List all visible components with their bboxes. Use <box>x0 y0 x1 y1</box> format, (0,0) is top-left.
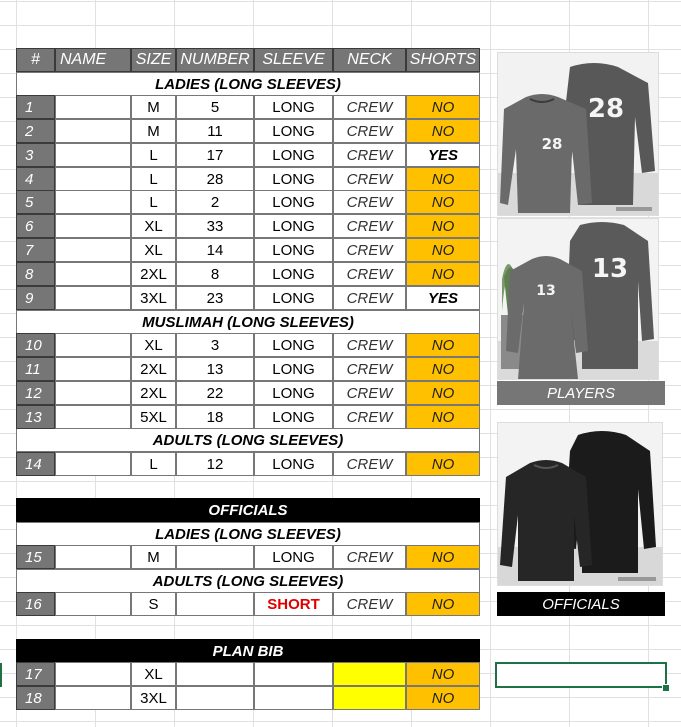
row-number-cell[interactable]: 14 <box>16 452 55 476</box>
neck-cell[interactable]: CREW <box>333 167 406 191</box>
col-header-sleeve[interactable]: SLEEVE <box>254 48 333 72</box>
name-cell[interactable] <box>55 214 131 238</box>
name-cell[interactable] <box>55 357 131 381</box>
number-cell[interactable]: 2 <box>176 190 254 214</box>
col-header-number[interactable]: # <box>16 48 55 72</box>
section-officials-banner[interactable]: OFFICIALS <box>16 498 480 522</box>
neck-cell[interactable]: CREW <box>333 333 406 357</box>
name-cell[interactable] <box>55 592 131 616</box>
shorts-cell[interactable]: NO <box>406 333 480 357</box>
sleeve-cell[interactable]: LONG <box>254 190 333 214</box>
size-cell[interactable]: L <box>131 167 176 191</box>
size-cell[interactable]: XL <box>131 214 176 238</box>
fill-handle[interactable] <box>662 684 670 692</box>
shorts-cell[interactable]: NO <box>406 357 480 381</box>
size-cell[interactable]: XL <box>131 333 176 357</box>
section-plan-bib[interactable]: PLAN BIB <box>16 639 480 663</box>
number-cell[interactable] <box>176 686 254 710</box>
shorts-cell[interactable]: NO <box>406 262 480 286</box>
sleeve-cell[interactable]: LONG <box>254 357 333 381</box>
neck-cell[interactable]: CREW <box>333 381 406 405</box>
shorts-cell[interactable]: NO <box>406 452 480 476</box>
row-number-cell[interactable]: 9 <box>16 286 55 310</box>
row-number-cell[interactable]: 12 <box>16 381 55 405</box>
row-number-cell[interactable]: 16 <box>16 592 55 616</box>
neck-cell[interactable]: CREW <box>333 262 406 286</box>
shorts-cell[interactable]: YES <box>406 143 480 167</box>
players-label[interactable]: PLAYERS <box>497 381 665 405</box>
shorts-cell[interactable]: NO <box>406 686 480 710</box>
col-header-neck[interactable]: NECK <box>333 48 406 72</box>
size-cell[interactable]: 2XL <box>131 262 176 286</box>
sleeve-cell[interactable]: LONG <box>254 95 333 119</box>
name-cell[interactable] <box>55 238 131 262</box>
shorts-cell[interactable]: NO <box>406 545 480 569</box>
sleeve-cell[interactable]: LONG <box>254 333 333 357</box>
number-cell[interactable]: 11 <box>176 119 254 143</box>
size-cell[interactable]: M <box>131 119 176 143</box>
size-cell[interactable]: XL <box>131 662 176 686</box>
size-cell[interactable]: L <box>131 452 176 476</box>
neck-cell[interactable]: CREW <box>333 214 406 238</box>
name-cell[interactable] <box>55 545 131 569</box>
row-number-cell[interactable]: 7 <box>16 238 55 262</box>
number-cell[interactable]: 33 <box>176 214 254 238</box>
shorts-cell[interactable]: NO <box>406 214 480 238</box>
name-cell[interactable] <box>55 662 131 686</box>
number-cell[interactable]: 18 <box>176 405 254 429</box>
row-number-cell[interactable]: 6 <box>16 214 55 238</box>
name-cell[interactable] <box>55 333 131 357</box>
section-adults-players[interactable]: ADULTS (LONG SLEEVES) <box>16 428 480 452</box>
officials-label[interactable]: OFFICIALS <box>497 592 665 616</box>
row-number-cell[interactable]: 11 <box>16 357 55 381</box>
shorts-cell[interactable]: NO <box>406 592 480 616</box>
neck-cell[interactable]: CREW <box>333 143 406 167</box>
row-number-cell[interactable]: 15 <box>16 545 55 569</box>
size-cell[interactable]: 2XL <box>131 357 176 381</box>
section-adults-officials[interactable]: ADULTS (LONG SLEEVES) <box>16 569 480 593</box>
neck-cell[interactable] <box>333 686 406 710</box>
number-cell[interactable]: 12 <box>176 452 254 476</box>
sleeve-cell[interactable]: LONG <box>254 167 333 191</box>
size-cell[interactable]: L <box>131 143 176 167</box>
section-muslimah[interactable]: MUSLIMAH (LONG SLEEVES) <box>16 310 480 334</box>
neck-cell[interactable]: CREW <box>333 592 406 616</box>
sleeve-cell[interactable]: LONG <box>254 143 333 167</box>
row-number-cell[interactable]: 2 <box>16 119 55 143</box>
name-cell[interactable] <box>55 95 131 119</box>
sleeve-cell[interactable]: LONG <box>254 262 333 286</box>
name-cell[interactable] <box>55 686 131 710</box>
row-number-cell[interactable]: 5 <box>16 190 55 214</box>
col-header-size[interactable]: SIZE <box>131 48 176 72</box>
name-cell[interactable] <box>55 190 131 214</box>
number-cell[interactable]: 14 <box>176 238 254 262</box>
col-header-shorts[interactable]: SHORTS <box>406 48 480 72</box>
number-cell[interactable] <box>176 662 254 686</box>
row-number-cell[interactable]: 1 <box>16 95 55 119</box>
name-cell[interactable] <box>55 452 131 476</box>
name-cell[interactable] <box>55 143 131 167</box>
jersey-number-28-front: 28 <box>541 135 563 153</box>
shorts-cell[interactable]: NO <box>406 167 480 191</box>
jersey-number-13: 13 <box>591 254 629 284</box>
name-cell[interactable] <box>55 262 131 286</box>
neck-cell[interactable]: CREW <box>333 95 406 119</box>
number-cell[interactable]: 13 <box>176 357 254 381</box>
sleeve-cell[interactable] <box>254 662 333 686</box>
row-number-cell[interactable]: 4 <box>16 167 55 191</box>
sleeve-cell[interactable] <box>254 686 333 710</box>
row-number-cell[interactable]: 3 <box>16 143 55 167</box>
sleeve-cell[interactable]: LONG <box>254 286 333 310</box>
size-cell[interactable]: M <box>131 95 176 119</box>
row-number-cell[interactable]: 18 <box>16 686 55 710</box>
number-cell[interactable]: 23 <box>176 286 254 310</box>
number-cell[interactable]: 17 <box>176 143 254 167</box>
number-cell[interactable] <box>176 592 254 616</box>
name-cell[interactable] <box>55 167 131 191</box>
sleeve-cell[interactable]: LONG <box>254 452 333 476</box>
shorts-cell[interactable]: NO <box>406 119 480 143</box>
shorts-cell[interactable]: NO <box>406 238 480 262</box>
players-jersey-photo-1[interactable] <box>497 52 659 216</box>
officials-jersey-photo[interactable] <box>497 422 663 586</box>
sleeve-cell[interactable]: LONG <box>254 545 333 569</box>
size-cell[interactable]: 3XL <box>131 686 176 710</box>
shorts-cell[interactable]: NO <box>406 190 480 214</box>
neck-cell[interactable]: CREW <box>333 190 406 214</box>
row-selection-indicator <box>0 663 2 687</box>
row-number-cell[interactable]: 8 <box>16 262 55 286</box>
number-cell[interactable]: 8 <box>176 262 254 286</box>
neck-cell[interactable]: CREW <box>333 545 406 569</box>
shorts-cell[interactable]: NO <box>406 662 480 686</box>
number-cell[interactable]: 22 <box>176 381 254 405</box>
row-number-cell[interactable]: 13 <box>16 405 55 429</box>
shorts-cell[interactable]: NO <box>406 381 480 405</box>
row-number-cell[interactable]: 17 <box>16 662 55 686</box>
jersey-number-13-front: 13 <box>536 283 556 299</box>
size-cell[interactable]: 2XL <box>131 381 176 405</box>
players-jersey-photo-2[interactable] <box>497 218 659 380</box>
neck-cell[interactable]: CREW <box>333 405 406 429</box>
shorts-cell[interactable]: YES <box>406 286 480 310</box>
neck-cell[interactable]: CREW <box>333 119 406 143</box>
row-number-cell[interactable]: 10 <box>16 333 55 357</box>
name-cell[interactable] <box>55 119 131 143</box>
neck-cell[interactable]: CREW <box>333 286 406 310</box>
sleeve-cell[interactable]: SHORT <box>254 592 333 616</box>
sleeve-cell[interactable]: LONG <box>254 405 333 429</box>
name-cell[interactable] <box>55 405 131 429</box>
size-cell[interactable]: XL <box>131 238 176 262</box>
size-cell[interactable]: M <box>131 545 176 569</box>
number-cell[interactable]: 28 <box>176 167 254 191</box>
shorts-cell[interactable]: NO <box>406 95 480 119</box>
col-header-name[interactable]: NAME <box>55 48 131 72</box>
number-cell[interactable] <box>176 545 254 569</box>
jersey-number-28: 28 <box>587 94 625 124</box>
neck-cell[interactable]: CREW <box>333 357 406 381</box>
number-cell[interactable]: 5 <box>176 95 254 119</box>
size-cell[interactable]: 5XL <box>131 405 176 429</box>
name-cell[interactable] <box>55 381 131 405</box>
col-header-number-jersey[interactable]: NUMBER <box>176 48 254 72</box>
sleeve-cell[interactable]: LONG <box>254 238 333 262</box>
neck-cell[interactable] <box>333 662 406 686</box>
size-cell[interactable]: 3XL <box>131 286 176 310</box>
section-ladies-players[interactable]: LADIES (LONG SLEEVES) <box>16 72 480 96</box>
neck-cell[interactable]: CREW <box>333 238 406 262</box>
section-ladies-officials[interactable]: LADIES (LONG SLEEVES) <box>16 522 480 546</box>
size-cell[interactable]: L <box>131 190 176 214</box>
number-cell[interactable]: 3 <box>176 333 254 357</box>
neck-cell[interactable]: CREW <box>333 452 406 476</box>
sleeve-cell[interactable]: LONG <box>254 214 333 238</box>
sleeve-cell[interactable]: LONG <box>254 119 333 143</box>
name-cell[interactable] <box>55 286 131 310</box>
selected-cell[interactable] <box>495 662 667 688</box>
size-cell[interactable]: S <box>131 592 176 616</box>
sleeve-cell[interactable]: LONG <box>254 381 333 405</box>
shorts-cell[interactable]: NO <box>406 405 480 429</box>
